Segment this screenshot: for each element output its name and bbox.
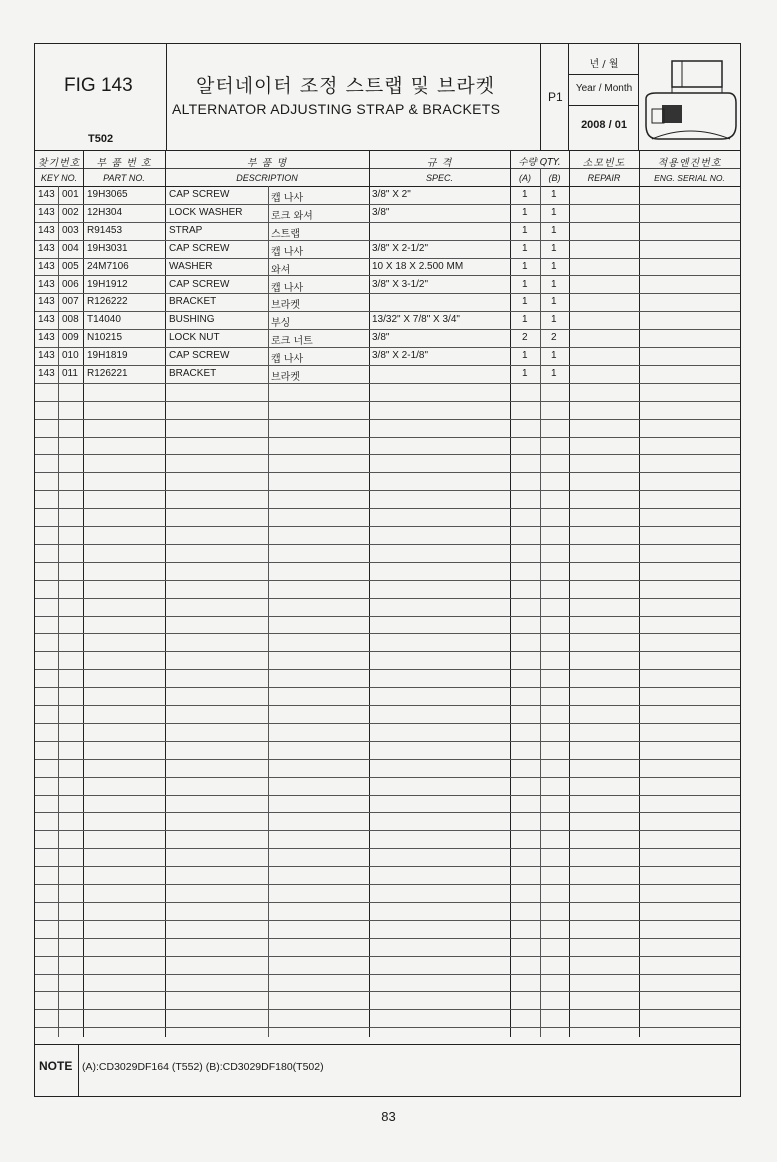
key-number: 003 — [62, 224, 79, 236]
col-key-ko: 찾기번호 — [37, 158, 81, 169]
part-number: 19H1912 — [87, 278, 128, 290]
model-code: T502 — [88, 133, 114, 145]
qty-b: 1 — [551, 278, 557, 290]
description-ko: 스트랩 — [271, 228, 300, 240]
table-row — [35, 384, 740, 402]
description-en: WASHER — [169, 260, 213, 272]
key-fig: 143 — [38, 314, 55, 326]
table-row — [35, 742, 740, 760]
qty-a: 1 — [522, 278, 528, 290]
key-number: 007 — [62, 296, 79, 308]
key-number: 004 — [62, 242, 79, 254]
col-qty-a: (A) — [519, 173, 531, 183]
table-row — [35, 473, 740, 491]
qty-a: 1 — [522, 260, 528, 272]
spec: 3/8" X 2-1/8" — [372, 350, 429, 362]
key-fig: 143 — [38, 189, 55, 200]
qty-b: 1 — [551, 189, 557, 200]
qty-b: 1 — [551, 368, 557, 379]
key-number: 005 — [62, 260, 79, 272]
table-row — [35, 831, 740, 849]
table-row — [35, 724, 740, 742]
table-row — [35, 939, 740, 957]
spec: 3/8" X 2" — [372, 189, 411, 200]
header — [34, 43, 741, 151]
table-row — [35, 867, 740, 885]
description-en: BRACKET — [169, 368, 217, 379]
table-row — [35, 957, 740, 975]
col-qty: 수량 QTY. — [518, 157, 561, 168]
col-spec-ko: 규 격 — [426, 158, 453, 169]
qty-a: 1 — [522, 242, 528, 254]
title-korean: 알터네이터 조정 스트랩 및 브라켓 — [196, 75, 496, 97]
part-number: 19H1819 — [87, 350, 128, 362]
table-row — [35, 885, 740, 903]
table-row — [35, 420, 740, 438]
spec: 3/8" X 3-1/2" — [372, 278, 429, 290]
issue-date: 2008 / 01 — [581, 119, 627, 131]
description-en: BUSHING — [169, 314, 215, 326]
table-row — [35, 563, 740, 581]
qty-b: 1 — [551, 314, 557, 326]
table-row — [35, 975, 740, 993]
description-en: CAP SCREW — [169, 350, 230, 362]
tractor-icon — [642, 53, 738, 143]
table-row — [35, 205, 740, 223]
description-ko: 캡 나사 — [271, 193, 304, 204]
qty-a: 1 — [522, 314, 528, 326]
table-row — [35, 778, 740, 796]
table-row — [35, 545, 740, 563]
table-row — [35, 187, 740, 205]
description-en: CAP SCREW — [169, 242, 230, 254]
qty-a: 1 — [522, 350, 528, 362]
table-row — [35, 796, 740, 814]
spec: 13/32" X 7/8" X 3/4" — [372, 314, 460, 326]
page-indicator: P1 — [548, 90, 563, 104]
table-row — [35, 402, 740, 420]
qty-b: 1 — [551, 206, 557, 218]
table-row — [35, 277, 740, 295]
col-part-en: PART NO. — [103, 173, 145, 183]
description-ko: 로크 너트 — [271, 336, 313, 348]
year-month-label-en: Year / Month — [575, 83, 633, 94]
description-ko: 부싱 — [271, 318, 291, 330]
part-number: R91453 — [87, 224, 123, 236]
table-row — [35, 223, 740, 241]
qty-a: 1 — [522, 206, 528, 218]
table-row — [35, 348, 740, 366]
qty-a: 1 — [522, 368, 528, 379]
key-fig: 143 — [38, 350, 55, 362]
col-qty-b: (B) — [548, 173, 561, 183]
col-desc-en: DESCRIPTION — [236, 173, 298, 183]
part-number: 12H304 — [87, 206, 123, 218]
key-fig: 143 — [38, 242, 55, 254]
note-label: NOTE — [39, 1059, 73, 1073]
key-fig: 143 — [38, 224, 55, 236]
note-section — [34, 1044, 741, 1097]
qty-a: 1 — [522, 189, 528, 200]
qty-a: 1 — [522, 296, 528, 308]
key-number: 006 — [62, 278, 79, 290]
key-fig: 143 — [38, 332, 55, 344]
table-row — [35, 670, 740, 688]
key-number: 002 — [62, 206, 79, 218]
table-row — [35, 312, 740, 330]
table-row — [35, 456, 740, 474]
col-serial-en: ENG. SERIAL NO. — [654, 173, 725, 183]
qty-b: 1 — [551, 242, 557, 254]
spec: 10 X 18 X 2.500 MM — [372, 260, 464, 272]
table-row — [35, 652, 740, 670]
key-number: 001 — [62, 189, 79, 200]
spec: 3/8" X 2-1/2" — [372, 242, 429, 254]
description-ko: 로크 와셔 — [271, 210, 313, 222]
table-row — [35, 760, 740, 778]
description-en: CAP SCREW — [169, 278, 230, 290]
table-row — [35, 259, 740, 277]
qty-b: 1 — [551, 296, 557, 308]
col-repair-en: REPAIR — [587, 173, 621, 183]
table-row — [35, 438, 740, 456]
table-row — [35, 688, 740, 706]
description-ko: 와셔 — [271, 264, 291, 276]
description-en: LOCK WASHER — [169, 206, 243, 218]
table-row — [35, 527, 740, 545]
table-row — [35, 849, 740, 867]
qty-b: 1 — [551, 224, 557, 236]
description-ko: 캡 나사 — [271, 282, 304, 294]
table-row — [35, 581, 740, 599]
table-row — [35, 330, 740, 348]
key-fig: 143 — [38, 368, 55, 379]
qty-b: 1 — [551, 260, 557, 272]
qty-b: 2 — [551, 332, 557, 344]
note-text: (A):CD3029DF164 (T552) (B):CD3029DF180(T502) — [82, 1061, 324, 1073]
description-en: CAP SCREW — [169, 189, 230, 200]
key-number: 011 — [62, 368, 78, 379]
col-serial-ko: 적용엔진번호 — [657, 158, 722, 169]
table-row — [35, 509, 740, 527]
col-repair-ko: 소모빈도 — [582, 158, 626, 169]
key-fig: 143 — [38, 260, 55, 272]
key-number: 008 — [62, 314, 79, 326]
key-number: 010 — [62, 350, 79, 362]
description-ko: 캡 나사 — [271, 246, 304, 258]
table-row — [35, 1010, 740, 1028]
part-number: N10215 — [87, 332, 123, 344]
part-number: T14040 — [87, 314, 121, 326]
spec: 3/8" — [372, 206, 390, 218]
table-row — [35, 921, 740, 939]
key-fig: 143 — [38, 278, 55, 290]
table-row — [35, 366, 740, 384]
figure-number: FIG 143 — [64, 75, 133, 96]
qty-b: 1 — [551, 350, 557, 362]
qty-a: 1 — [522, 224, 528, 236]
key-number: 009 — [62, 332, 79, 344]
part-number: 19H3065 — [87, 189, 128, 200]
page-number: 83 — [381, 1109, 396, 1124]
part-number: R126221 — [87, 368, 128, 379]
year-month-label-ko: 년 / 월 — [589, 59, 619, 70]
col-desc-ko: 부 품 명 — [246, 158, 288, 169]
table-row — [35, 706, 740, 724]
table-row — [35, 491, 740, 509]
part-number: 24M7106 — [87, 260, 129, 272]
description-ko: 브라켓 — [271, 372, 300, 383]
table-row — [35, 635, 740, 653]
description-en: BRACKET — [169, 296, 217, 308]
description-ko: 캡 나사 — [271, 354, 304, 366]
col-key-en: KEY NO. — [40, 173, 78, 183]
title-english: ALTERNATOR ADJUSTING STRAP & BRACKETS — [172, 101, 501, 117]
table-row — [35, 814, 740, 832]
table-row — [35, 599, 740, 617]
part-number: R126222 — [87, 296, 128, 308]
key-fig: 143 — [38, 296, 55, 308]
table-row — [35, 241, 740, 259]
table-row — [35, 993, 740, 1011]
description-en: LOCK NUT — [169, 332, 220, 344]
key-fig: 143 — [38, 206, 55, 218]
description-ko: 브라켓 — [271, 300, 300, 312]
table-row — [35, 294, 740, 312]
col-part-ko: 부 품 번 호 — [96, 158, 152, 169]
description-en: STRAP — [169, 224, 203, 236]
qty-a: 2 — [522, 332, 528, 344]
table-row — [35, 617, 740, 635]
col-spec-en: SPEC. — [425, 173, 453, 183]
spec: 3/8" — [372, 332, 390, 344]
table-row — [35, 903, 740, 921]
part-number: 19H3031 — [87, 242, 128, 254]
